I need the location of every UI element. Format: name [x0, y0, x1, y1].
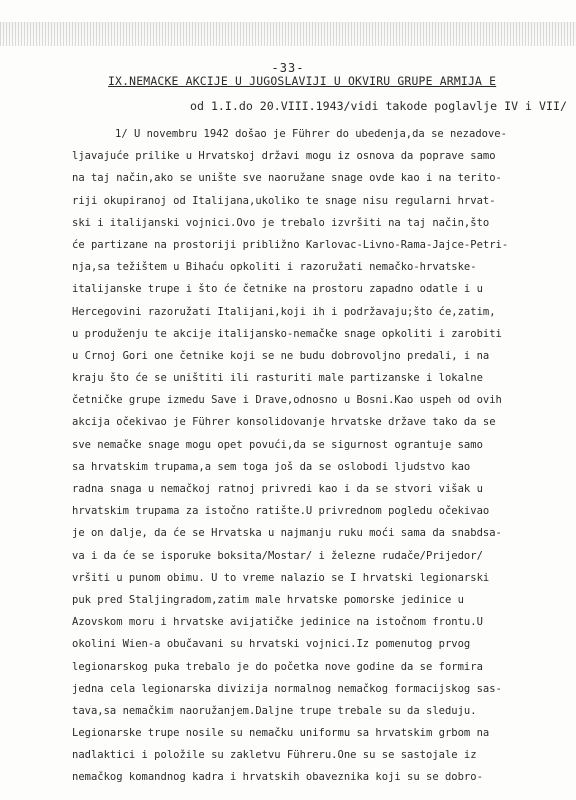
text-line: ljavajuće prilike u Hrvatskoj državi mogu iz osnova da poprave samo [72, 150, 496, 163]
text-line: radna snaga u nemačkoj ratnoj privredi kao i da se stvori višak u [72, 483, 483, 495]
text-line: Azovskom moru i hrvatske avijatičke jedinice na istočnom frontu.U [72, 616, 483, 629]
text-line: Hercegovini razoružati Italijani,koji ih i podržavaju;što će,zatim, [72, 305, 496, 318]
text-line: četničke grupe izmedu Save i Drave,odnosno u Bosni.Kao uspeh od ovih [72, 394, 502, 407]
text-line: va i da će se isporuke boksita/Mostar/ i železne rudače/Prijedor/ [72, 549, 483, 562]
text-line: vršiti u punom obimu. U to vreme nalazio se I hrvatski legionarski [72, 571, 490, 584]
text-line: će partizane na prostoriji približno Karlovac-Livno-Rama-Jajce-Petri- [72, 238, 509, 251]
text-line: kraju što će se uništiti ili rasturiti male partizanske i lokalne [72, 372, 483, 385]
text-line: Legionarske trupe nosile su nemačku uniformu sa hrvatskim grbom na [72, 727, 490, 740]
text-line: nja,sa težištem u Bihaću opkoliti i razoružati nemačko-hrvatske- [72, 261, 477, 274]
text-line: u produženju te akcije italijansko-nemačke snage opkoliti i zarobiti [72, 327, 502, 340]
text-line: jedna cela legionarska divizija normalnog nemačkog formacijskog sas- [72, 682, 502, 695]
text-line: sve nemačke snage mogu opet povući,da se sigurnost ograntuje samo [72, 438, 483, 451]
text-line: u Crnoj Gori one četnike koji se ne budu dobrovoljno predali, i na [72, 349, 490, 362]
text-line: tava,sa nemačkim naoružanjem.Daljne trupe trebale su da sleduju. [72, 704, 477, 717]
text-line: legionarskog puka trebalo je do početka nove godine da se formira [72, 660, 483, 673]
text-line: italijanske trupe i što će četnike na prostoru zapadno odatle i u [72, 283, 483, 296]
text-line: na taj način,ako se unište sve naoružane snage ovde kao i na terito- [72, 172, 502, 185]
text-line: okolini Wien-a obučavani su hrvatski vojnici.Iz pomenutog prvog [72, 638, 471, 651]
body-text [72, 123, 562, 789]
page-number: -33- [271, 61, 305, 75]
text-line: puk pred Staljingradom,zatim male hrvatske pomorske jedinice u [72, 593, 464, 606]
section-heading: IX.NEMACKE AKCIJE U JUGOSLAVIJI U OKVIRU GRUPE ARMIJA E [108, 74, 497, 88]
text-line: je on dalje, da će se Hrvatska u najmanju ruku moći sama da snabdsa- [72, 527, 502, 540]
section-subheading: od 1.I.do 20.VIII.1943/vidi takode poglavlje IV i VII/ [190, 99, 567, 113]
text-line: nadlaktici i položile su zakletvu Führeru.One su se sastojale iz [72, 749, 477, 762]
text-line: sa hrvatskim trupama,a sem toga još da se oslobodi ljudstvo kao [72, 460, 471, 473]
text-line: hrvatskim trupama za istočno ratište.U privrednom pogledu očekivao [72, 505, 490, 518]
text-line: nemačkog komandnog kadra i hrvatskih obaveznika koji su se dobro- [72, 771, 483, 784]
text-line: 1/ U novembru 1942 došao je Führer do ubedenja,da se nezadove- [115, 128, 507, 140]
text-line: riji okupiranoj od Italijana,ukoliko te snage nisu regularni hrvat- [72, 194, 496, 207]
text-line: akcija očekivao je Führer konsolidovanje hrvatske države tako da se [72, 416, 496, 429]
scan-artifact-strip [0, 22, 576, 46]
text-line: ski i italijanski vojnici.Ovo je trebalo izvršiti na taj način,što [72, 216, 490, 229]
